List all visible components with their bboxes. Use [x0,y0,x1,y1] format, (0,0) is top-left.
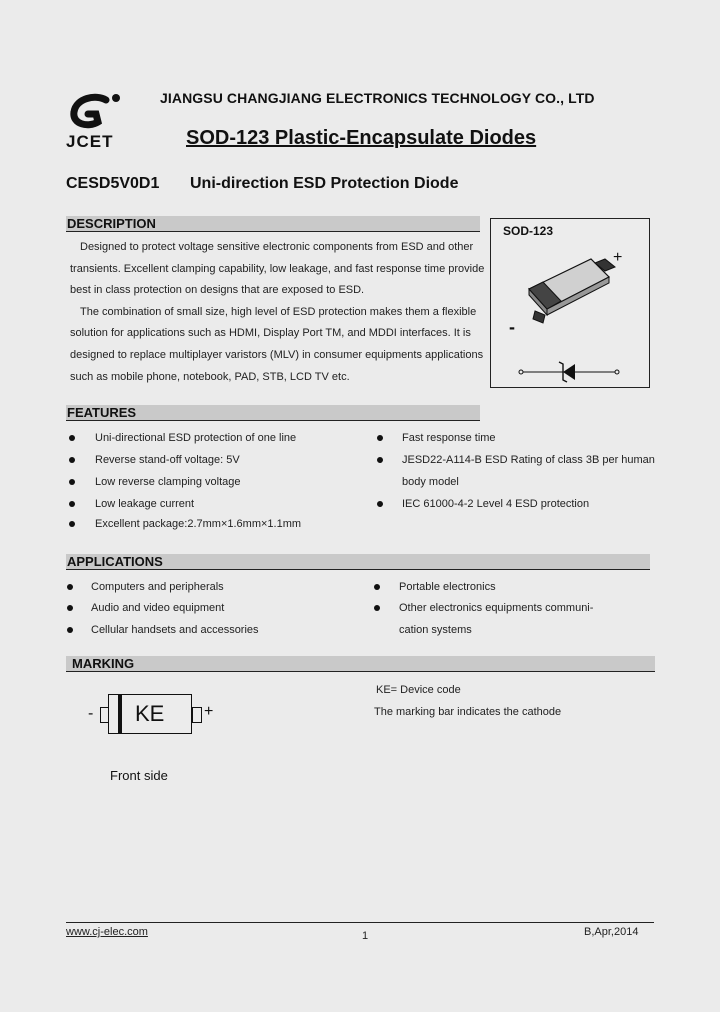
bullet-icon [374,584,380,590]
list-item: IEC 61000-4-2 Level 4 ESD protection [402,498,590,510]
package-plus: + [613,249,623,266]
description-text [70,237,485,388]
page-number: 1 [362,930,369,942]
list-item: Audio and video equipment [91,602,225,614]
description-heading: DESCRIPTION [66,216,480,232]
list-item: Low reverse clamping voltage [95,476,241,488]
description-line: Designed to protect voltage sensitive electronic components from ESD and other [80,241,474,253]
package-box [490,218,650,388]
bullet-icon [69,521,75,527]
features-heading: FEATURES [66,405,480,421]
marking-heading [66,656,655,672]
description-line: designed to replace multiplayer varistors (MLV) in consumer equipments applications [70,348,484,361]
list-item: Excellent package:2.7mm×1.6mm×1.1mm [95,518,302,530]
bullet-icon [69,501,75,507]
applications-heading: APPLICATIONS [66,554,650,570]
marking-minus: - [88,705,94,722]
list-item: Uni-directional ESD protection of one line [95,432,297,444]
list-item: Cellular handsets and accessories [91,624,259,636]
website-link[interactable]: www.cj-elec.com [66,926,148,938]
description-line: such as mobile phone, notebook, PAD, STB, LCD TV etc. [70,370,350,383]
list-item: Portable electronics [399,581,496,593]
bullet-icon [377,501,383,507]
bullet-icon [377,457,383,463]
bullet-icon [377,435,383,441]
list-item: Computers and peripherals [91,581,224,593]
marking-plus: + [204,703,214,720]
bullet-icon [69,435,75,441]
marking-heading-text: MARKING [72,656,135,671]
description-line: best in class protection on designs that are exposed to ESD. [70,284,365,297]
bullet-icon [374,605,380,611]
description-line: transients. Excellent clamping capability, low leakage, and fast response time provide [70,262,485,275]
list-item: JESD22-A114-B ESD Rating of class 3B per human [402,454,655,466]
marking-note-bar: The marking bar indicates the cathode [374,706,562,718]
marking-right-lead [192,707,202,723]
list-item: body model [402,476,459,488]
company-logo [66,92,128,156]
list-item: cation systems [399,624,472,636]
part-number: CESD5V0D1 [66,175,160,192]
company-name: JIANGSU CHANGJIANG ELECTRONICS TECHNOLOGY CO., LTD [160,90,595,106]
list-item: Fast response time [402,432,496,444]
logo-text: JCET [66,132,114,151]
marking-note-code: KE= Device code [376,684,461,696]
footer-divider [66,922,654,923]
revision-date: B,Apr,2014 [584,926,639,938]
list-item: Low leakage current [95,498,195,510]
bullet-icon [67,584,73,590]
package-label: SOD-123 [503,224,554,238]
device-code: KE [135,701,165,726]
part-description: Uni-direction ESD Protection Diode [190,175,459,192]
cathode-bar [118,695,122,733]
package-drawing [491,219,651,389]
description-line: The combination of small size, high level of ESD protection makes them a flexible [80,305,477,318]
marking-body [108,694,192,734]
list-item: Other electronics equipments communi- [399,602,594,614]
bullet-icon [67,627,73,633]
page-title: SOD-123 Plastic-Encapsulate Diodes [186,127,537,149]
bullet-icon [67,605,73,611]
marking-diagram [86,692,226,740]
bullet-icon [69,457,75,463]
front-side-label: Front side [110,768,168,783]
description-line: solution for applications such as HDMI, Display Port TM, and MDDI interfaces. It is [70,327,471,340]
bullet-icon [69,479,75,485]
jcet-logo-icon [66,92,128,132]
list-item: Reverse stand-off voltage: 5V [95,454,240,466]
package-minus: - [509,317,515,337]
